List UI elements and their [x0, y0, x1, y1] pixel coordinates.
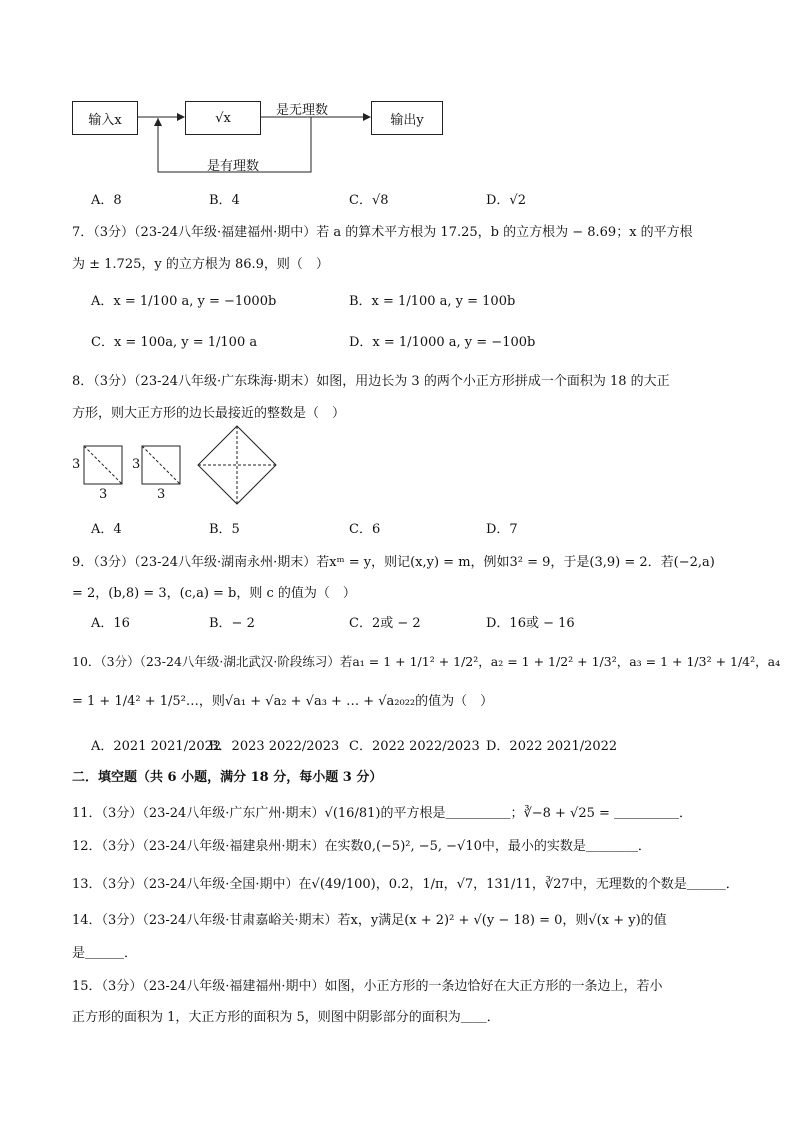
- q10-option-a[interactable]: A．2021 2021/2022: [91, 739, 222, 754]
- q8-option-d[interactable]: D．7: [486, 522, 518, 537]
- output-label: 输出y: [390, 112, 424, 128]
- side-label-bottom-1: 3: [99, 487, 108, 502]
- q8-line2: 方形，则大正方形的边长最接近的整数是（ ）: [72, 406, 346, 421]
- q10-line2: = 1 + 1/4² + 1/5²…，则√a₁ + √a₂ + √a₃ + … + √a₂₀₂₂的值为（ ）: [72, 694, 494, 709]
- q7-option-b[interactable]: B．x = 1/100 a, y = 100b: [349, 294, 516, 309]
- flowchart-arrows: [0, 0, 794, 200]
- q10-option-c[interactable]: C．2022 2022/2023: [349, 739, 480, 754]
- q7-option-a[interactable]: A．x = 1/100 a, y = −1000b: [91, 294, 277, 309]
- q9-option-c[interactable]: C．2或 − 2: [349, 616, 421, 631]
- q7-option-d[interactable]: D．x = 1/1000 a, y = −100b: [349, 335, 536, 350]
- q10-option-b[interactable]: B．2023 2022/2023: [209, 739, 340, 754]
- side-label-left-2: 3: [132, 457, 141, 472]
- rational-label: 是有理数: [207, 159, 260, 174]
- q6-option-b[interactable]: B．4: [209, 193, 240, 208]
- q10-line1: 10．（3分）（23-24八年级·湖北武汉·阶段练习）若a₁ = 1 + 1/1² + 1/2²，a₂ = 1 + 1/2² + 1/3²，a₃ = 1 + 1/3² + 1/4²，a₄: [72, 654, 781, 669]
- q15-line2: 正方形的面积为 1，大正方形的面积为 5，则图中阴影部分的面积为＿＿．: [72, 1010, 500, 1025]
- q9-option-d[interactable]: D．16或 − 16: [486, 616, 575, 631]
- q8-option-b[interactable]: B．5: [209, 522, 240, 537]
- input-label: 输入x: [88, 112, 122, 128]
- q10-option-d[interactable]: D．2022 2021/2022: [486, 739, 618, 754]
- q13-text: 13．（3分）（23-24八年级·全国·期中）在√(49/100)，0.2，1/π，√7，131/11，∛27中，无理数的个数是＿＿＿．: [72, 877, 739, 892]
- q8-option-c[interactable]: C．6: [349, 522, 381, 537]
- q15-line1: 15．（3分）（23-24八年级·福建福州·期中）如图，小正方形的一条边恰好在大正方形的一条边上，若小: [72, 979, 663, 994]
- q14-line2: 是＿＿＿．: [72, 946, 138, 961]
- q6-option-a[interactable]: A．8: [91, 193, 122, 208]
- q7-line1: 7．（3分）（23-24八年级·福建福州·期中）若 a 的算术平方根为 17.25，b 的立方根为 − 8.69；x 的平方根: [72, 225, 693, 240]
- q7-line2: 为 ± 1.725，y 的立方根为 86.9，则（ ）: [72, 257, 329, 272]
- side-label-bottom-2: 3: [157, 487, 166, 502]
- q9-option-b[interactable]: B．− 2: [209, 616, 255, 631]
- q8-line1: 8．（3分）（23-24八年级·广东珠海·期末）如图，用边长为 3 的两个小正方形拼成一个面积为 18 的大正: [72, 374, 670, 389]
- q6-option-d[interactable]: D．√2: [486, 193, 526, 208]
- side-label-left-1: 3: [72, 457, 81, 472]
- irrational-label: 是无理数: [276, 103, 329, 118]
- section2-heading: 二．填空题（共 6 小题，满分 18 分，每小题 3 分）: [72, 770, 383, 785]
- q9-option-a[interactable]: A．16: [91, 616, 130, 631]
- q11-text: 11．（3分）（23-24八年级·广东广州·期末）√(16/81)的平方根是＿＿＿＿＿；∛−8 + √25 = ＿＿＿＿＿．: [72, 806, 693, 821]
- q6-option-c[interactable]: C．√8: [349, 193, 389, 208]
- q9-line1: 9．（3分）（23-24八年级·湖南永州·期末）若xᵐ = y，则记(x,y) = m，例如3² = 9，于是(3,9) = 2．若(−2,a): [72, 555, 715, 570]
- q8-option-a[interactable]: A．4: [91, 522, 122, 537]
- q9-line2: = 2，(b,8) = 3，(c,a) = b，则 c 的值为（ ）: [72, 586, 356, 601]
- q7-option-c[interactable]: C．x = 100a, y = 1/100 a: [91, 335, 258, 350]
- sqrt-label: √x: [215, 110, 231, 126]
- q14-line1: 14．（3分）（23-24八年级·甘肃嘉峪关·期末）若x，y满足(x + 2)² + √(y − 18) = 0，则√(x + y)的值: [72, 913, 667, 928]
- q12-text: 12．（3分）（23-24八年级·福建泉州·期末）在实数0,(−5)², −5, −√10中，最小的实数是＿＿＿＿．: [72, 839, 651, 854]
